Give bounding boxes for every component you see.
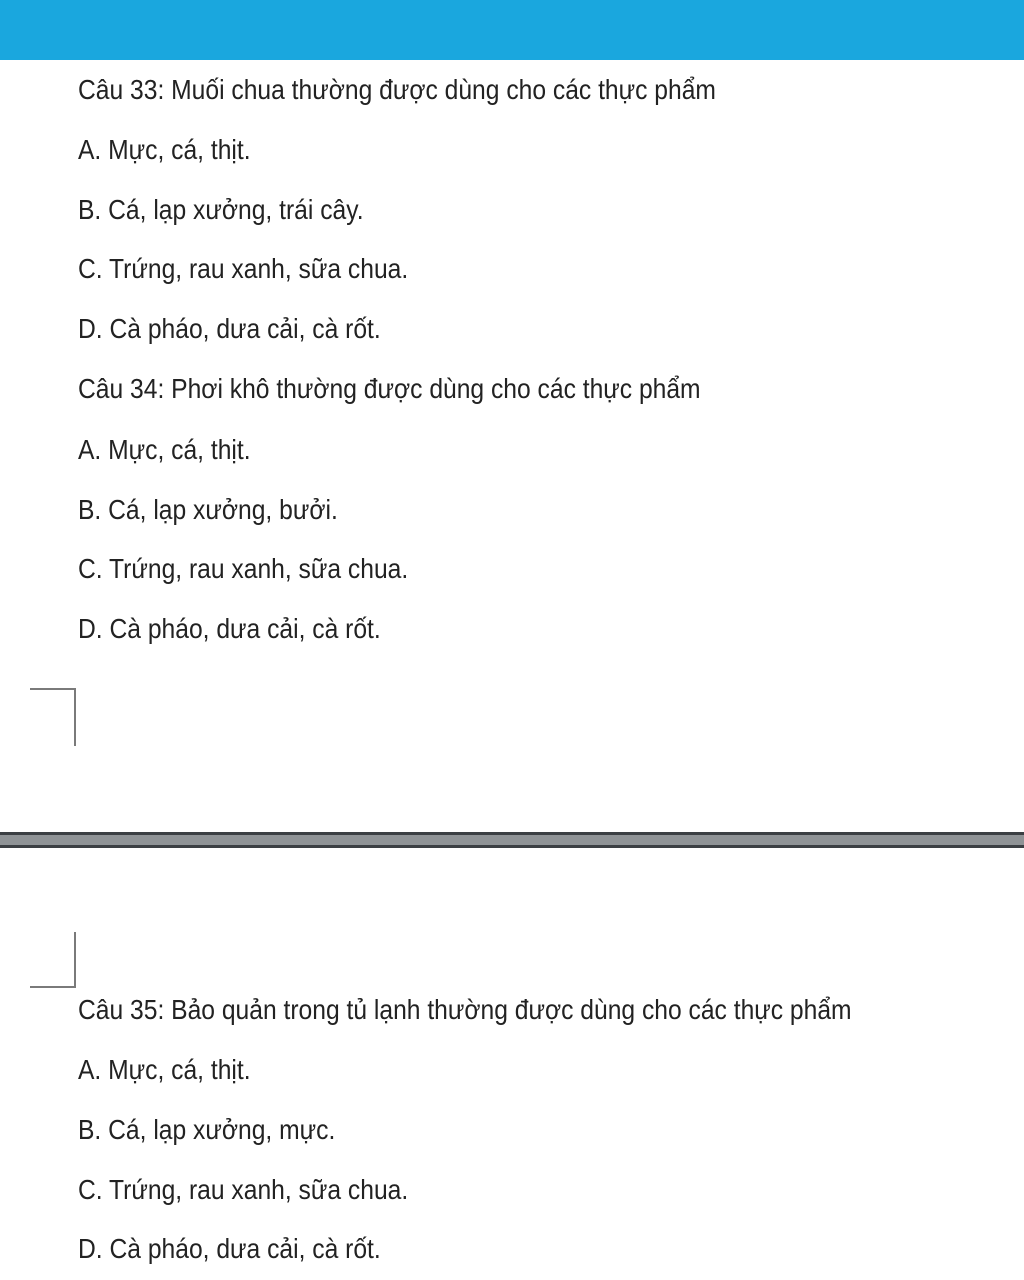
question-35-option-a: A. Mực, cá, thịt.: [78, 1054, 251, 1085]
question-34-option-d: D. Cà pháo, dưa cải, cà rốt.: [78, 613, 381, 644]
question-35-option-d: D. Cà pháo, dưa cải, cà rốt.: [78, 1233, 381, 1264]
question-35-option-b: B. Cá, lạp xưởng, mực.: [78, 1114, 336, 1145]
question-34-option-c: C. Trứng, rau xanh, sữa chua.: [78, 553, 409, 584]
top-app-bar: [0, 0, 1024, 60]
question-33-stem: Câu 33: Muối chua thường được dùng cho các thực phẩm: [78, 74, 716, 105]
page-corner-mark-icon: [30, 688, 76, 746]
question-33-option-d: D. Cà pháo, dưa cải, cà rốt.: [78, 313, 381, 344]
question-33-option-c: C. Trứng, rau xanh, sữa chua.: [78, 253, 409, 284]
question-35-option-c: C. Trứng, rau xanh, sữa chua.: [78, 1174, 409, 1205]
question-35-stem: Câu 35: Bảo quản trong tủ lạnh thường được dùng cho các thực phẩm: [78, 994, 852, 1025]
question-33-option-a: A. Mực, cá, thịt.: [78, 134, 251, 165]
question-34-stem: Câu 34: Phơi khô thường được dùng cho các thực phẩm: [78, 373, 701, 404]
page-corner-mark-icon: [30, 932, 76, 988]
page-separator: [0, 832, 1024, 848]
question-34-option-a: A. Mực, cá, thịt.: [78, 434, 251, 465]
question-33-option-b: B. Cá, lạp xưởng, trái cây.: [78, 194, 364, 225]
question-34-option-b: B. Cá, lạp xưởng, bưởi.: [78, 494, 338, 525]
